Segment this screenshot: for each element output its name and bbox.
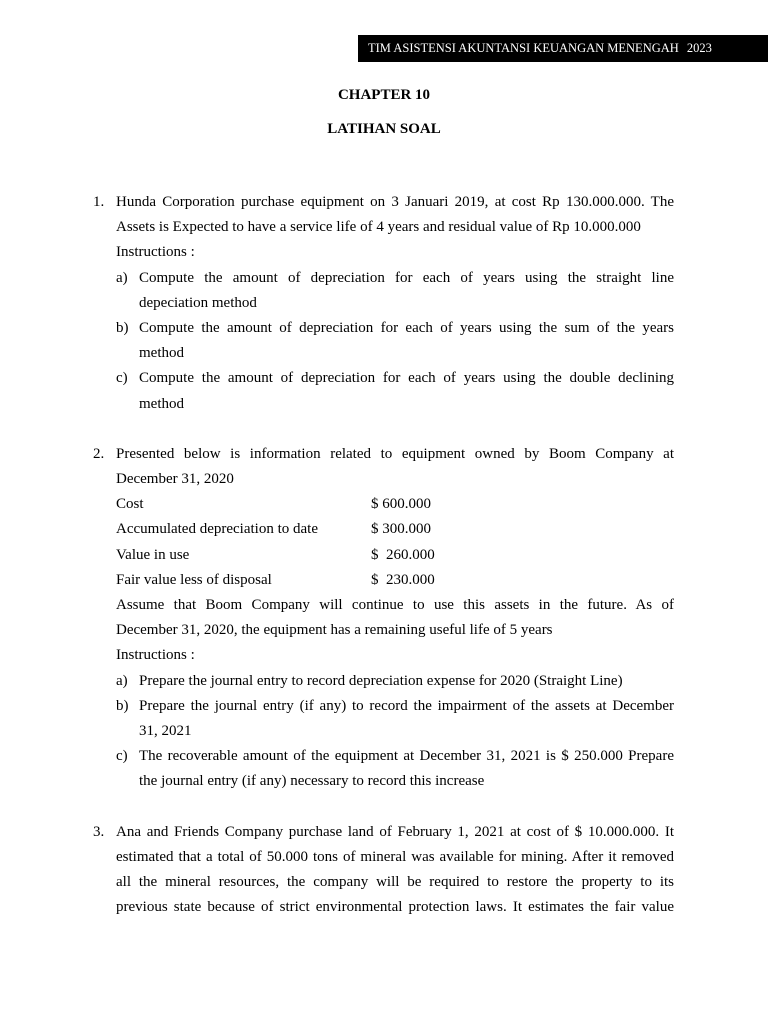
question-text: Assets is Expected to have a service life of 4 years and residual value of Rp 10.000.000	[116, 219, 641, 236]
item-text: Compute the amount of depreciation for each of years using the double declining	[139, 370, 674, 387]
question-text: previous state because of strict environmental protection laws. It estimates the fair value	[116, 899, 674, 916]
instructions-label: Instructions :	[116, 647, 195, 664]
value-label: Value in use	[116, 546, 190, 563]
value-amount: $ 300.000	[371, 521, 431, 538]
question-text: Assume that Boom Company will continue to use this assets in the future. As of	[116, 597, 674, 613]
item-label: a)	[116, 672, 128, 689]
question-text: Presented below is information related to equipment owned by Boom Company at	[116, 445, 674, 462]
item-label: c)	[116, 370, 128, 387]
item-text: method	[139, 345, 184, 362]
item-label: a)	[116, 269, 128, 286]
item-text: method	[139, 395, 184, 412]
header-band	[358, 35, 768, 62]
question-1	[0, 190, 768, 417]
question-2	[0, 442, 768, 795]
question-text: December 31, 2020	[116, 471, 234, 488]
item-text: Prepare the journal entry (if any) to record the impairment of the assets at December	[139, 697, 674, 714]
chapter-title: CHAPTER 10	[337, 87, 431, 103]
item-text: Compute the amount of depreciation for each of years using the straight line	[139, 269, 674, 286]
value-label: Cost	[116, 496, 144, 513]
item-label: c)	[116, 748, 128, 765]
question-text: December 31, 2020, the equipment has a remaining useful life of 5 years	[116, 622, 553, 639]
question-text: all the mineral resources, the company will be required to restore the property to its	[116, 874, 674, 891]
question-number: 3.	[93, 823, 105, 840]
question-3	[0, 820, 768, 921]
value-row	[0, 543, 768, 568]
item-text: The recoverable amount of the equipment at December 31, 2021 is $ 250.000 Prepare	[139, 748, 674, 765]
item-text: Prepare the journal entry to record depreciation expense for 2020 (Straight Line)	[139, 672, 623, 689]
item-label: b)	[116, 319, 129, 336]
header-title: TIM ASISTENSI AKUNTANSI KEUANGAN MENENGAH	[368, 41, 679, 55]
question-text: Hunda Corporation purchase equipment on 3 Januari 2019, at cost Rp 130.000.000. The	[116, 194, 674, 210]
exercise-list	[0, 190, 768, 920]
question-text: Ana and Friends Company purchase land of February 1, 2021 at cost of $ 10.000.000. It	[116, 823, 674, 840]
value-row	[0, 517, 768, 542]
header-year: 2023	[686, 41, 712, 55]
value-row	[0, 492, 768, 517]
section-subtitle: LATIHAN SOAL	[327, 121, 441, 137]
value-label: Fair value less of disposal	[116, 571, 272, 588]
item-text: depeciation method	[139, 294, 257, 311]
item-label: b)	[116, 697, 129, 714]
value-amount: $ 230.000	[371, 571, 435, 588]
value-label: Accumulated depreciation to date	[116, 521, 318, 538]
value-amount: $ 600.000	[371, 496, 431, 513]
item-text: the journal entry (if any) necessary to record this increase	[139, 773, 485, 790]
question-number: 2.	[93, 445, 105, 462]
instructions-label: Instructions :	[116, 244, 195, 261]
value-row	[0, 568, 768, 593]
question-number: 1.	[93, 194, 105, 210]
value-amount: $ 260.000	[371, 546, 435, 563]
question-text: estimated that a total of 50.000 tons of mineral was available for mining. After it removed	[116, 848, 674, 865]
item-text: Compute the amount of depreciation for each of years using the sum of the years	[139, 319, 674, 336]
item-text: 31, 2021	[139, 722, 192, 739]
